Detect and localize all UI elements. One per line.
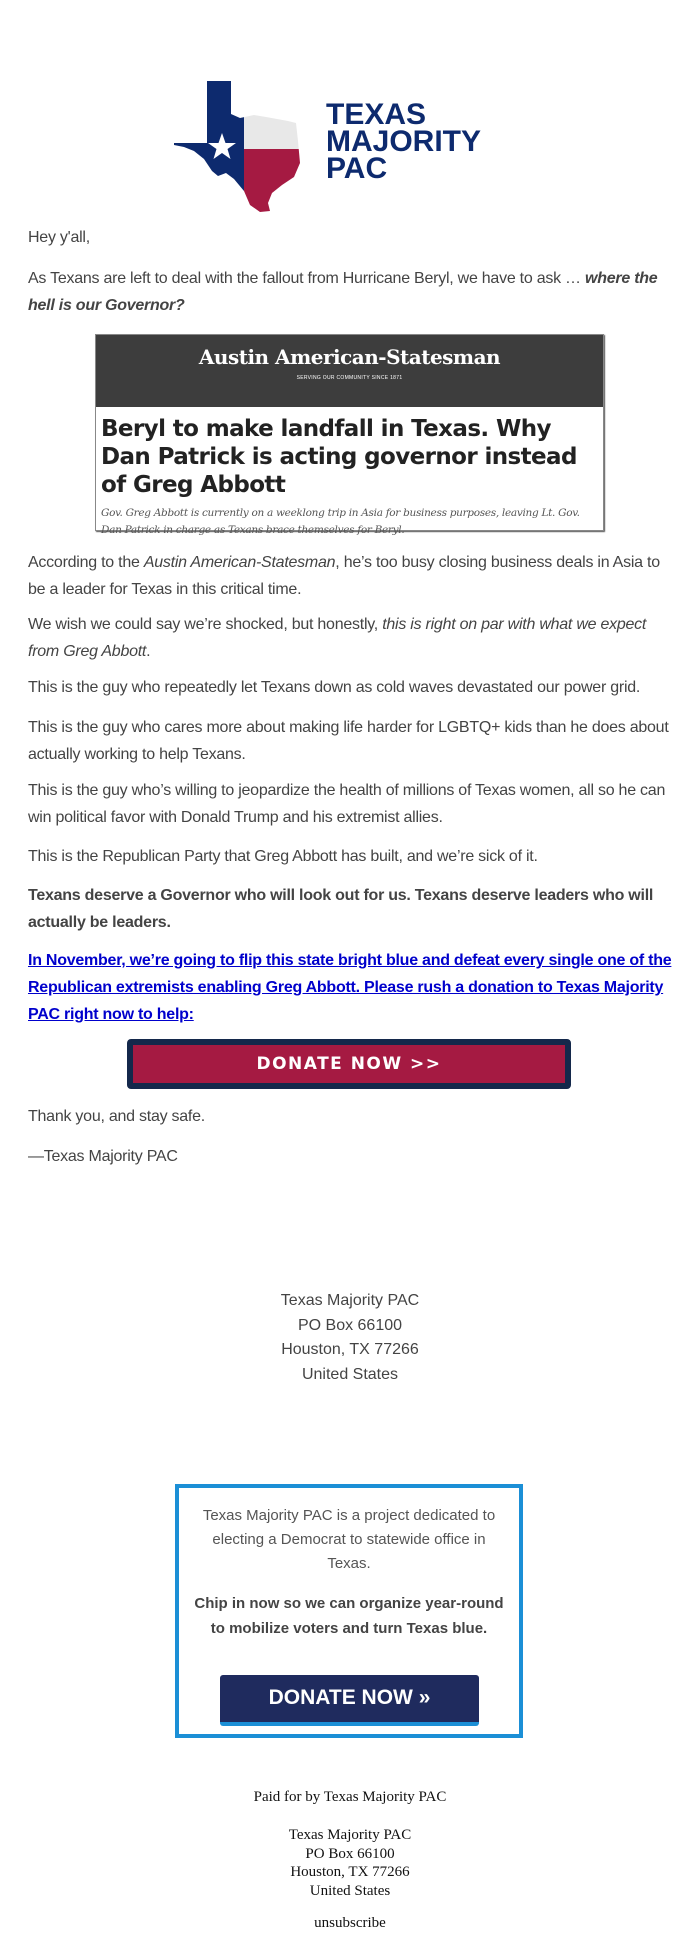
footer-address-line-1: PO Box 66100 [305, 1845, 395, 1862]
signature: —Texas Majority PAC [28, 1148, 178, 1165]
address-line-2: Houston, TX 77266 [281, 1341, 419, 1358]
texas-majority-pac-logo [174, 81, 526, 213]
publication-name: Austin American-Statesman [143, 554, 336, 571]
footer-address-name: Texas Majority PAC [288, 1827, 412, 1843]
logo-line-1: TEXAS [326, 98, 427, 131]
greeting: Hey y'all, [28, 229, 90, 246]
promo-box [175, 1484, 523, 1738]
masthead-name: Austin American-Statesman [198, 345, 501, 369]
text: According to the [28, 554, 144, 571]
texas-flag-map-icon [174, 81, 314, 213]
unsubscribe-link[interactable]: unsubscribe [314, 1915, 386, 1931]
masthead-tagline: SERVING OUR COMMUNITY SINCE 1871 [296, 375, 403, 381]
paragraph-power-grid: This is the guy who repeatedly let Texans down as cold waves devastated our power grid. [28, 679, 641, 696]
paragraph-republican-party: This is the Republican Party that Greg Abbott has built, and we’re sick of it. [28, 848, 538, 865]
intro-emphasis: where the hell is our Governor? [28, 270, 658, 314]
mailing-address [0, 1289, 700, 1387]
logo-line-3: PAC [326, 152, 388, 185]
cta-paragraph [28, 947, 676, 1028]
paragraph-lgbtq: This is the guy who cares more about making life harder for LGBTQ+ kids than he does about actually working to help Texans. [28, 719, 669, 763]
address-country: United States [301, 1365, 399, 1383]
text: We wish we could say we’re shocked, but honestly, [28, 616, 383, 633]
text: . [146, 643, 151, 660]
text: , he’s too busy closing business deals in Asia to be a leader for Texas in this critical time. [28, 554, 660, 598]
footer-address-line-2: Houston, TX 77266 [290, 1864, 410, 1880]
intro-text: As Texans are left to deal with the fallout from Hurricane Beryl, we have to ask … [28, 270, 585, 287]
intro-paragraph [28, 265, 676, 319]
emphasis: this is right on par with what we expect from Greg Abbott [28, 616, 647, 660]
news-article-screenshot [95, 334, 604, 536]
closing: Thank you, and stay safe. [28, 1108, 205, 1125]
paragraph-shocked [28, 611, 676, 665]
donate-now-button[interactable]: DONATE NOW >> [127, 1039, 571, 1089]
paragraph-deserve: Texans deserve a Governor who will look out for us. Texans deserve leaders who will actually be leaders. [28, 887, 654, 931]
promo-donate-button[interactable]: DONATE NOW » [220, 1675, 479, 1726]
promo-appeal: Chip in now so we can organize year-round to mobilize voters and turn Texas blue. [194, 1595, 504, 1637]
donation-link[interactable]: In November, we’re going to flip this state bright blue and defeat every single one of the Republican extremists enabling Greg Abbott. Please rush a donation to Texas Majority PAC right now to help: [28, 952, 672, 1023]
footer-address [0, 1826, 700, 1900]
logo-line-2: MAJORITY [326, 125, 482, 158]
article-masthead [96, 335, 603, 407]
address-name: Texas Majority PAC [280, 1292, 420, 1309]
footer-address-country: United States [309, 1882, 391, 1899]
article-dek: Gov. Greg Abbott is currently on a weeklong trip in Asia for business purposes, leaving Lt. Gov. Dan Patrick in charge as Texans brace themselves for Beryl. [101, 507, 580, 536]
promo-description: Texas Majority PAC is a project dedicated to electing a Democrat to statewide office in Texas. [202, 1507, 496, 1572]
logo-wordmark [326, 98, 482, 185]
article-headline: Beryl to make landfall in Texas. Why Dan Patrick is acting governor instead of Greg Abbott [101, 416, 577, 498]
address-line-1: PO Box 66100 [297, 1316, 403, 1334]
paragraph-statesman [28, 549, 676, 603]
paragraph-women-health: This is the guy who’s willing to jeopardize the health of millions of Texas women, all so he can win political favor with Donald Trump and his extremist allies. [28, 782, 666, 826]
paid-for-disclaimer: Paid for by Texas Majority PAC [253, 1789, 447, 1805]
